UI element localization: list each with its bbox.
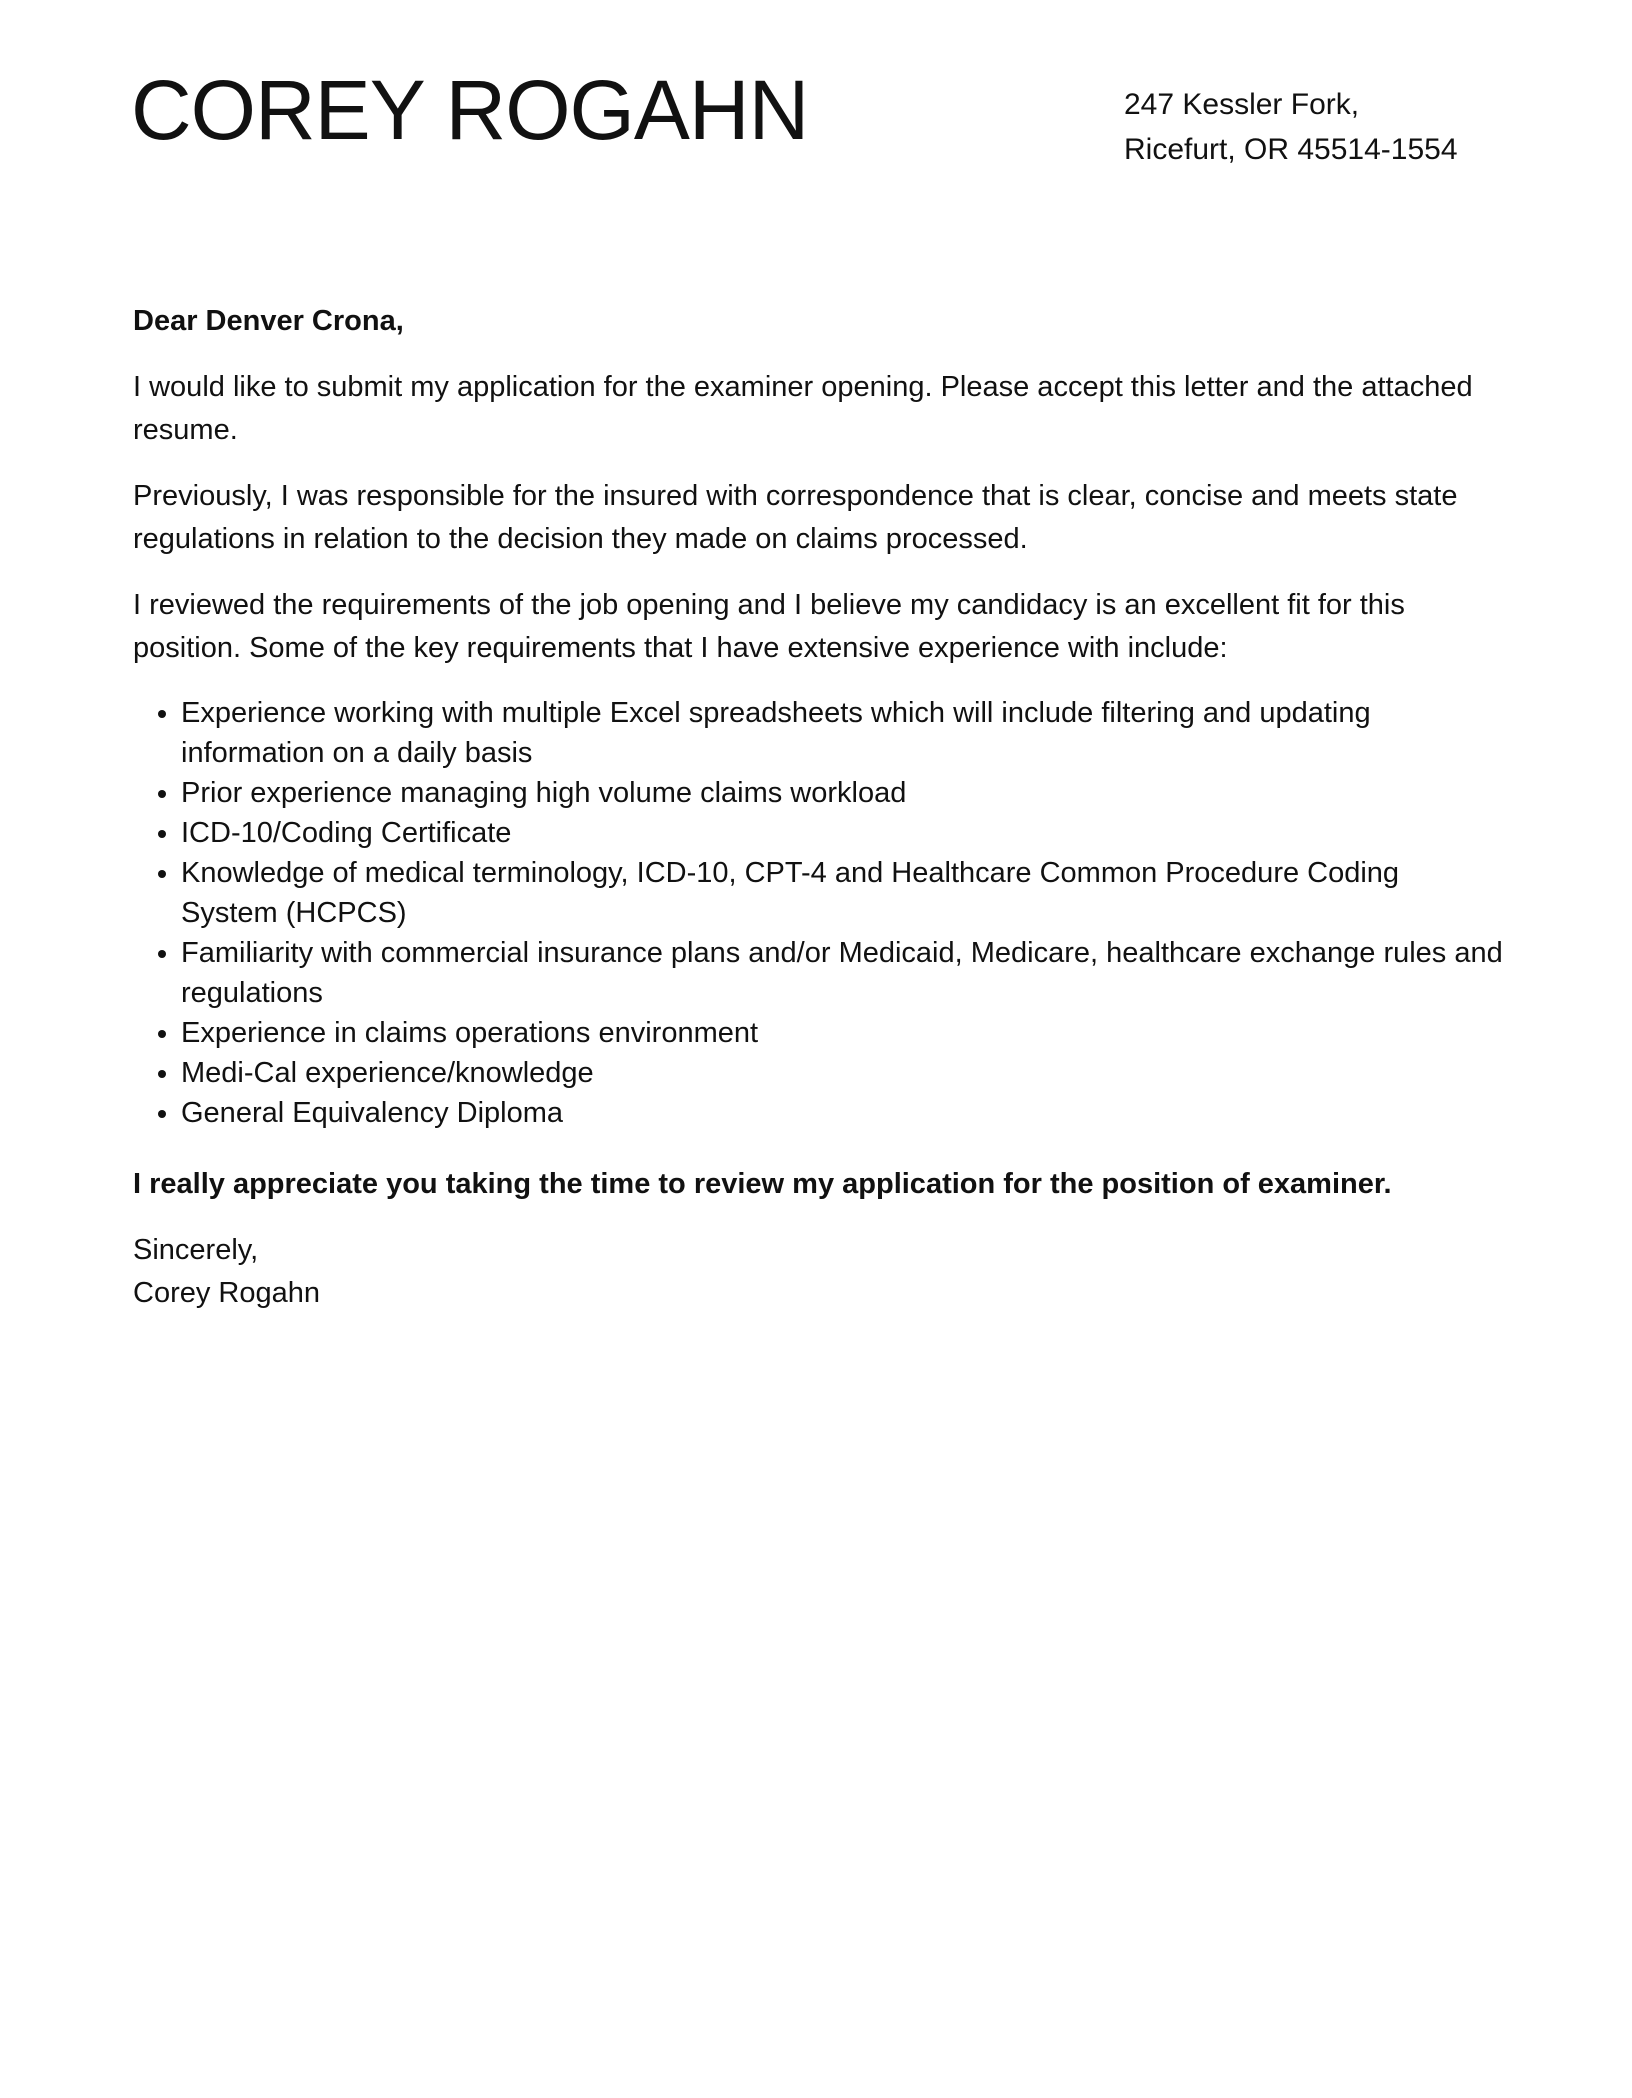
list-item: • Experience in claims operations environment [181,1013,1503,1053]
list-item: • Medi-Cal experience/knowledge [181,1053,1503,1093]
salutation: Dear Denver Crona, [133,305,404,337]
address-block [1124,82,1458,172]
paragraph-experience: Previously, I was responsible for the insured with correspondence that is clear, concise and meets state regulations in relation to the decision they made on claims processed. [133,480,1458,555]
paragraph-requirements: I reviewed the requirements of the job opening and I believe my candidacy is an excellent fit for this position. Some of the key requirements that I have extensive experience with include: [133,589,1405,664]
address-line-2: Ricefurt, OR 45514-1554 [1124,133,1458,166]
list-item: • Prior experience managing high volume claims workload [181,773,1503,813]
applicant-name: COREY ROGAHN [131,63,809,157]
closing-paragraph: I really appreciate you taking the time to review my application for the position of examiner. [133,1168,1392,1200]
signoff: Sincerely, [133,1234,259,1266]
letter-body [133,300,1503,1315]
list-item: • Experience working with multiple Excel spreadsheets which will include filtering and updating information on a daily basis [181,693,1503,773]
requirements-list [133,693,1503,1133]
address-line-1: 247 Kessler Fork, [1124,88,1360,121]
paragraph-intro: I would like to submit my application for the examiner opening. Please accept this letter and the attached resume. [133,371,1473,446]
list-item: • General Equivalency Diploma [181,1093,1503,1133]
list-item: • ICD-10/Coding Certificate [181,813,1503,853]
list-item: • Familiarity with commercial insurance plans and/or Medicaid, Medicare, healthcare exchange rules and regulations [181,933,1503,1013]
signature: Corey Rogahn [133,1277,320,1309]
list-item: • Knowledge of medical terminology, ICD-10, CPT-4 and Healthcare Common Procedure Coding System (HCPCS) [181,853,1503,933]
